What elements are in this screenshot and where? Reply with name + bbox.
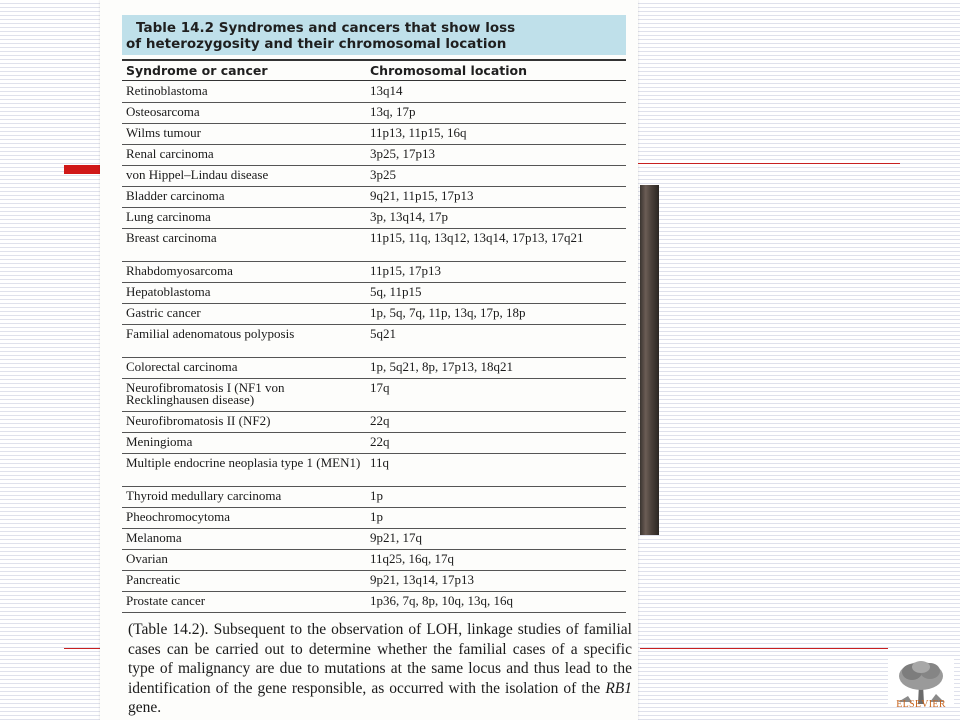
cell-location: 11q25, 16q, 17q — [370, 551, 455, 566]
cell-syndrome: Thyroid medullary carcinoma — [126, 488, 282, 503]
paragraph-text-before: (Table 14.2). Subsequent to the observation of LOH, linkage studies of familial cases can be carried out to determine whether the familial cases of a specific type of malignancy are due to mutations at the same locus and thus lead to the identification of the gene responsible, as occurred with the isolation of the — [128, 621, 632, 697]
cell-location: 9p21, 13q14, 17p13 — [370, 572, 474, 587]
cell-syndrome: Ovarian — [126, 551, 168, 566]
cell-location: 22q — [370, 434, 390, 449]
table-row — [122, 412, 626, 433]
table-caption-line-1: Table 14.2 Syndromes and cancers that show loss — [136, 20, 516, 36]
cell-location: 3p25 — [370, 167, 396, 182]
cell-location: 1p — [370, 509, 383, 524]
background-image-strip — [640, 185, 659, 535]
cell-syndrome: Prostate cancer — [126, 593, 206, 608]
cell-location: 5q, 11p15 — [370, 284, 422, 299]
table-row — [122, 262, 626, 283]
table-header-rule — [122, 80, 626, 81]
cell-location: 1p — [370, 488, 383, 503]
red-divider-bottom-left — [64, 648, 100, 649]
table-top-rule — [122, 59, 626, 61]
cell-location: 22q — [370, 413, 390, 428]
cell-location: 11q — [370, 455, 390, 470]
cell-syndrome: Pheochromocytoma — [126, 509, 230, 524]
cell-syndrome: Rhabdomyosarcoma — [126, 263, 233, 278]
table-row — [122, 187, 626, 208]
red-divider-bottom-right — [640, 648, 888, 649]
cell-syndrome: Bladder carcinoma — [126, 188, 225, 203]
table-row — [122, 358, 626, 379]
cell-syndrome: Renal carcinoma — [126, 146, 214, 161]
cell-syndrome: Melanoma — [126, 530, 182, 545]
cell-syndrome: Wilms tumour — [126, 125, 201, 140]
table-row — [122, 124, 626, 145]
table-caption — [122, 15, 626, 55]
table-row — [122, 166, 626, 187]
table-row — [122, 82, 626, 103]
table-row — [122, 229, 626, 262]
cell-syndrome: Retinoblastoma — [126, 83, 208, 98]
red-divider-top — [636, 163, 900, 164]
cell-location: 1p, 5q, 7q, 11p, 13q, 17p, 18p — [370, 305, 526, 320]
table-row — [122, 550, 626, 571]
cell-location: 5q21 — [370, 326, 396, 341]
column-header-location: Chromosomal location — [370, 63, 528, 78]
table-row — [122, 379, 626, 412]
cell-location: 9q21, 11p15, 17p13 — [370, 188, 474, 203]
table-row — [122, 487, 626, 508]
table-row — [122, 571, 626, 592]
paragraph-text-after: gene. — [128, 699, 162, 716]
table-row — [122, 208, 626, 229]
cell-location: 13q, 17p — [370, 104, 416, 119]
cell-syndrome: Meningioma — [126, 434, 193, 449]
cell-location: 11p15, 17p13 — [370, 263, 442, 278]
cell-syndrome: Osteosarcoma — [126, 104, 200, 119]
cell-syndrome: von Hippel–Lindau disease — [126, 167, 269, 182]
cell-syndrome: Pancreatic — [126, 572, 181, 587]
red-accent-block — [64, 165, 100, 174]
cell-location: 11p13, 11p15, 16q — [370, 125, 467, 140]
cell-syndrome: Neurofibromatosis I (NF1 von Recklinghausen disease) — [126, 380, 285, 407]
cell-location: 1p, 5q21, 8p, 17p13, 18q21 — [370, 359, 513, 374]
cell-syndrome: Breast carcinoma — [126, 230, 217, 245]
table-row — [122, 103, 626, 124]
body-paragraph — [128, 620, 632, 718]
table-row — [122, 325, 626, 358]
table-caption-line-2: of heterozygosity and their chromosomal location — [126, 36, 507, 52]
elsevier-logo-text: ELSEVIER — [896, 699, 946, 710]
table-row — [122, 592, 626, 613]
cell-location: 11p15, 11q, 13q12, 13q14, 17p13, 17q21 — [370, 230, 584, 245]
table-body — [122, 82, 626, 613]
cell-location: 3p, 13q14, 17p — [370, 209, 448, 224]
gene-name: RB1 — [605, 679, 632, 697]
cell-syndrome: Multiple endocrine neoplasia type 1 (MEN1) — [126, 455, 361, 470]
table-row — [122, 454, 626, 487]
cell-location: 9p21, 17q — [370, 530, 422, 545]
table-row — [122, 433, 626, 454]
column-header-syndrome: Syndrome or cancer — [126, 63, 268, 78]
cell-location: 1p36, 7q, 8p, 10q, 13q, 16q — [370, 593, 513, 608]
cell-location: 17q — [370, 380, 390, 395]
table-row — [122, 529, 626, 550]
cell-syndrome: Colorectal carcinoma — [126, 359, 238, 374]
cell-syndrome: Gastric cancer — [126, 305, 201, 320]
cell-syndrome: Familial adenomatous polyposis — [126, 326, 295, 341]
table-row — [122, 283, 626, 304]
cell-syndrome: Lung carcinoma — [126, 209, 211, 224]
cell-location: 13q14 — [370, 83, 403, 98]
cell-syndrome: Neurofibromatosis II (NF2) — [126, 413, 271, 428]
table-row — [122, 145, 626, 166]
table-row — [122, 304, 626, 325]
cell-location: 3p25, 17p13 — [370, 146, 435, 161]
table-row — [122, 508, 626, 529]
cell-syndrome: Hepatoblastoma — [126, 284, 211, 299]
